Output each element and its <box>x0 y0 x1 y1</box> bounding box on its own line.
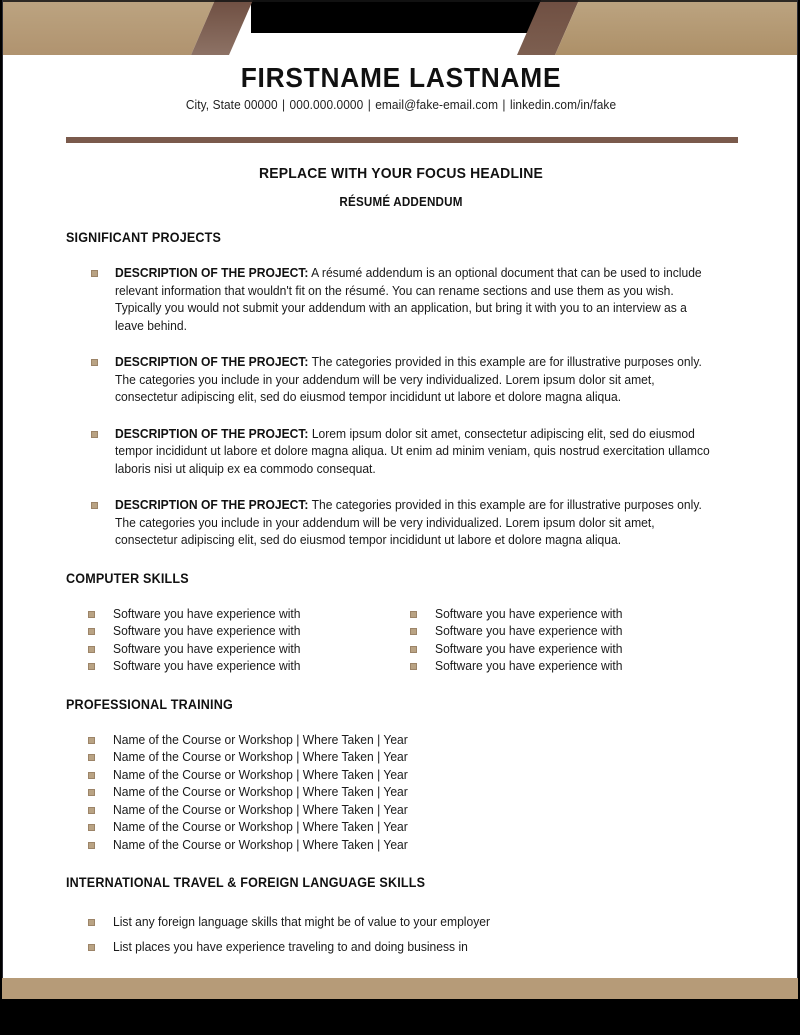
spacer <box>66 550 740 571</box>
list-item <box>66 641 363 659</box>
skill-label: Software you have experience with <box>435 624 623 638</box>
square-bullet-icon <box>410 663 417 670</box>
banner-top-edge <box>3 0 798 2</box>
travel-label: List places you have experience traveling to and doing business in <box>113 940 468 954</box>
headline-block <box>3 164 798 210</box>
square-bullet-icon <box>88 944 95 951</box>
training-label: Name of the Course or Workshop | Where Taken | Year <box>113 732 408 747</box>
banner-graphic <box>3 0 798 60</box>
square-bullet-icon <box>91 502 98 509</box>
square-bullet-icon <box>410 646 417 653</box>
list-item <box>66 606 363 624</box>
computer-skills-column-right <box>388 606 685 676</box>
list-item <box>388 641 685 659</box>
section-title-international-travel: INTERNATIONAL TRAVEL & FOREIGN LANGUAGE SKILLS <box>66 875 426 890</box>
training-label: Name of the Course or Workshop | Where Taken | Year <box>113 820 408 834</box>
travel-label: List any foreign language skills that might be of value to your employer <box>113 915 491 929</box>
project-label: DESCRIPTION OF THE PROJECT: <box>115 355 309 369</box>
list-item <box>66 935 740 960</box>
skill-label: Software you have experience with <box>435 606 623 621</box>
footer-tan-bar <box>2 978 798 999</box>
international-travel-list <box>66 910 740 960</box>
training-label: Name of the Course or Workshop | Where Taken | Year <box>113 837 408 852</box>
list-item <box>66 802 740 820</box>
focus-headline: REPLACE WITH YOUR FOCUS HEADLINE <box>259 165 543 182</box>
square-bullet-icon <box>88 772 95 779</box>
section-international-travel <box>66 875 740 960</box>
resume-body <box>66 230 740 960</box>
project-label: DESCRIPTION OF THE PROJECT: <box>115 426 309 441</box>
square-bullet-icon <box>88 737 95 744</box>
contact-line <box>23 98 779 112</box>
skill-label: Software you have experience with <box>435 659 623 673</box>
list-item <box>66 910 740 935</box>
square-bullet-icon <box>88 663 95 670</box>
section-title-computer-skills: COMPUTER SKILLS <box>66 570 189 586</box>
contact-location: City, State 00000 <box>185 98 278 112</box>
list-item <box>388 623 685 641</box>
skill-label: Software you have experience with <box>113 641 301 656</box>
document-subtitle: RÉSUMÉ ADDENDUM <box>339 195 463 209</box>
list-item <box>66 767 740 785</box>
candidate-name: FIRSTNAME LASTNAME <box>240 62 562 93</box>
square-bullet-icon <box>88 611 95 618</box>
professional-training-list <box>66 732 740 855</box>
section-computer-skills <box>66 571 740 676</box>
list-item <box>66 749 740 767</box>
list-item <box>66 819 740 837</box>
contact-separator-2: | <box>367 98 371 112</box>
banner-center-block <box>251 0 541 33</box>
square-bullet-icon <box>88 807 95 814</box>
square-bullet-icon <box>91 270 98 277</box>
square-bullet-icon <box>410 628 417 635</box>
project-description <box>115 265 715 335</box>
spacer <box>66 854 740 875</box>
contact-email[interactable]: email@fake-email.com <box>375 98 499 112</box>
square-bullet-icon <box>410 611 417 618</box>
skill-label: Software you have experience with <box>113 659 301 673</box>
square-bullet-icon <box>91 359 98 366</box>
contact-linkedin[interactable]: linkedin.com/in/fake <box>509 98 617 112</box>
list-item <box>66 623 363 641</box>
project-body: The categories provided in this example are for illustrative purposes only. The categories you include in your addendum will be very individualized. Lorem ipsum dolor sit amet, consectetur adipiscing elit, sed do eiusmod tempor incididunt ut labore et dolore magna aliqua. <box>115 355 702 404</box>
header-divider-rule <box>66 137 738 143</box>
list-item <box>66 497 740 550</box>
banner-left-tan <box>3 0 215 55</box>
project-body: A résumé addendum is an optional document that can be used to include relevant information that wouldn't fit on the résumé. You can rename sections and use them as you wish. Typically you would not submit your addendum with an application, but bring it with you to an interview as a leave behind. <box>115 266 702 333</box>
square-bullet-icon <box>88 754 95 761</box>
skill-label: Software you have experience with <box>113 624 301 638</box>
banner-right-tan <box>555 0 798 55</box>
project-description <box>115 497 715 550</box>
spacer <box>66 676 740 697</box>
list-item <box>66 837 740 855</box>
training-label: Name of the Course or Workshop | Where Taken | Year <box>113 802 408 817</box>
header-banner <box>3 0 798 60</box>
resume-header <box>3 63 798 112</box>
section-title-significant-projects: SIGNIFICANT PROJECTS <box>66 230 222 245</box>
skill-label: Software you have experience with <box>435 641 623 656</box>
project-body: The categories provided in this example are for illustrative purposes only. The categories you include in your addendum will be very individualized. Lorem ipsum dolor sit amet, consectetur adipiscing elit, sed do eiusmod tempor incididunt ut labore et dolore magna aliqua. <box>115 498 702 547</box>
square-bullet-icon <box>88 919 95 926</box>
square-bullet-icon <box>88 789 95 796</box>
square-bullet-icon <box>88 842 95 849</box>
project-label: DESCRIPTION OF THE PROJECT: <box>115 266 309 280</box>
project-body: Lorem ipsum dolor sit amet, consectetur adipiscing elit, sed do eiusmod tempor incididunt ut labore et dolore magna aliqua. Ut enim ad minim veniam, quis nostrud exercitation ullamco laboris nisi ut aliquip ex ea commodo consequat. <box>115 426 710 476</box>
project-description <box>115 426 715 479</box>
square-bullet-icon <box>88 646 95 653</box>
list-item <box>66 426 740 479</box>
computer-skills-columns <box>66 606 740 676</box>
square-bullet-icon <box>91 431 98 438</box>
list-item <box>66 354 740 407</box>
section-professional-training <box>66 697 740 855</box>
training-label: Name of the Course or Workshop | Where Taken | Year <box>113 767 408 782</box>
footer-black-area <box>0 999 800 1035</box>
list-item <box>66 265 740 335</box>
training-label: Name of the Course or Workshop | Where Taken | Year <box>113 785 408 799</box>
list-item <box>66 658 363 676</box>
contact-separator-3: | <box>502 98 506 112</box>
resume-page <box>2 0 798 999</box>
list-item <box>388 658 685 676</box>
list-item <box>388 606 685 624</box>
project-label: DESCRIPTION OF THE PROJECT: <box>115 498 309 512</box>
project-description <box>115 354 715 407</box>
skill-label: Software you have experience with <box>113 606 301 621</box>
section-significant-projects <box>66 230 740 550</box>
list-item <box>66 784 740 802</box>
section-title-professional-training: PROFESSIONAL TRAINING <box>66 696 233 712</box>
square-bullet-icon <box>88 628 95 635</box>
training-label: Name of the Course or Workshop | Where Taken | Year <box>113 750 408 764</box>
computer-skills-column-left <box>66 606 363 676</box>
contact-phone: 000.000.0000 <box>289 98 364 112</box>
significant-projects-list <box>66 265 740 550</box>
square-bullet-icon <box>88 824 95 831</box>
list-item <box>66 732 740 750</box>
contact-separator-1: | <box>282 98 286 112</box>
